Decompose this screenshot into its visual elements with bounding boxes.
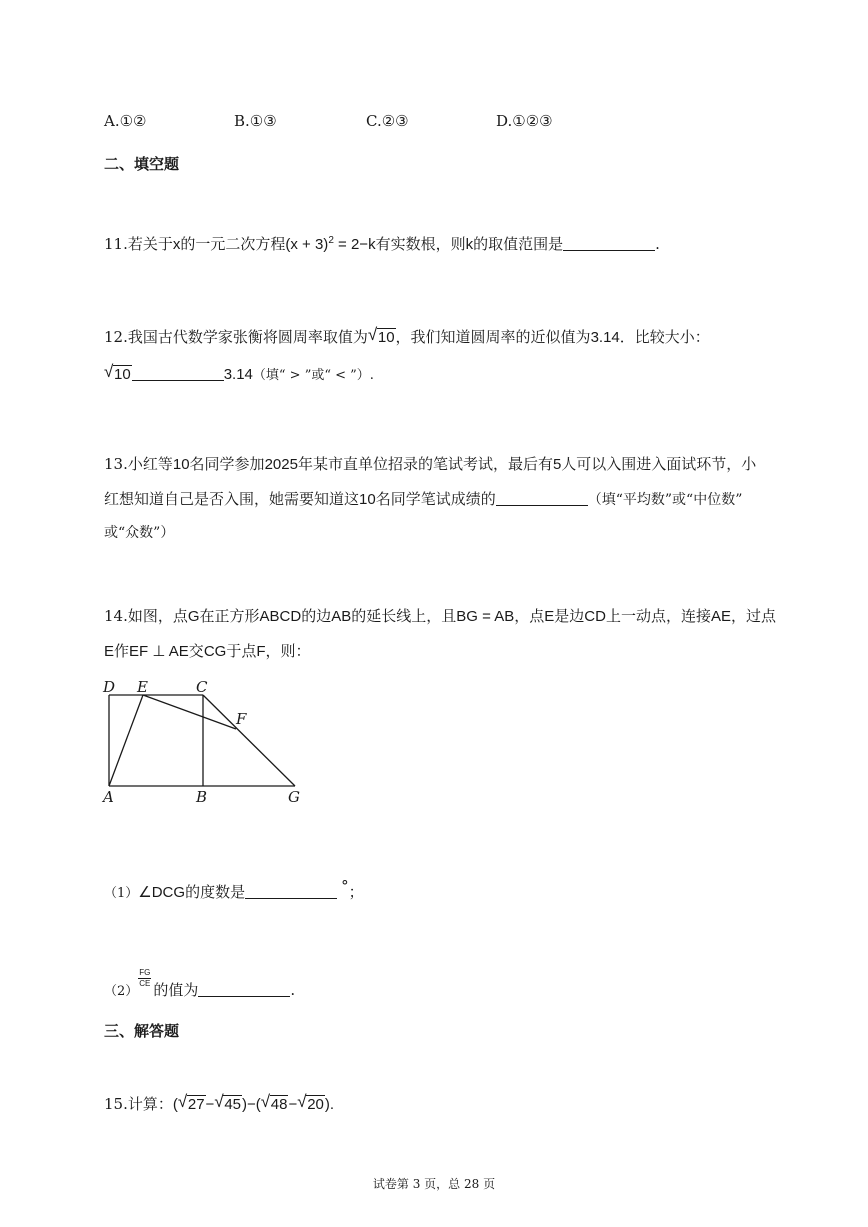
sub-question-2: （2） $\frac{FG}{CE}$ 的值为 . — [104, 967, 296, 999]
label-g: G — [288, 788, 300, 806]
section-title-fill-in: 二、填空题 — [104, 155, 180, 173]
choice-b: B.①③ — [234, 112, 277, 130]
label-d: D — [103, 678, 116, 696]
section-title-solve: 三、解答题 — [104, 1022, 180, 1040]
sqrt-symbol: √ 10 — [367, 325, 395, 346]
label-a: A — [103, 788, 114, 806]
question-11: 11.若关于x的一元二次方程$(x + 3)^2 = 2-k$有实数根，则k的取值范围是 . — [104, 235, 660, 253]
answer-blank — [245, 884, 337, 899]
question-12-line2: √ 10 3.14（填“ > ”或“ < ”）. — [104, 362, 374, 383]
segment-ef — [143, 695, 236, 729]
sub-question-1: （1）∠DCG的度数是 °； — [104, 877, 364, 901]
segment-cg — [203, 695, 295, 786]
label-f: F — [236, 710, 247, 728]
question-13: 13.小红等10名同学参加2025年某市直单位招录的笔试考试，最后有5人可以入围进入面试环节，小 — [104, 455, 757, 473]
question-14-line2: E作EF ⊥ AE交CG于点F，则： — [104, 642, 311, 660]
answer-blank — [198, 982, 290, 997]
question-13-line3: 或“众数”） — [104, 525, 175, 541]
choice-a: A.①② — [104, 112, 147, 130]
segment-ae — [109, 695, 143, 786]
label-b: B — [196, 788, 208, 806]
question-15: 15.计算：( √ 27− √ 45)−( √ 48− √ 20). — [104, 1092, 335, 1113]
label-e: E — [137, 678, 148, 696]
fraction-fg-over-ce: $\frac{FG}{CE}$ — [139, 967, 151, 988]
question-13-line2: 红想知道自己是否入围，她需要知道这10名同学笔试成绩的 （填“平均数”或“中位数” — [104, 490, 743, 508]
label-c: C — [196, 678, 208, 696]
choice-c: C.②③ — [366, 112, 409, 130]
question-12: 12.我国古代数学家张衡将圆周率取值为 √ 10，我们知道圆周率的近似值为3.14．比较大小： — [104, 325, 710, 346]
page-footer: 试卷第 3 页，总 28 页 — [372, 1177, 496, 1191]
choice-d: D.①②③ — [496, 112, 553, 130]
question-14: 14.如图，点G在正方形ABCD的边AB的延长线上，且BG = AB，点E是边CD上一动点，连接AE，过点 — [104, 607, 776, 625]
